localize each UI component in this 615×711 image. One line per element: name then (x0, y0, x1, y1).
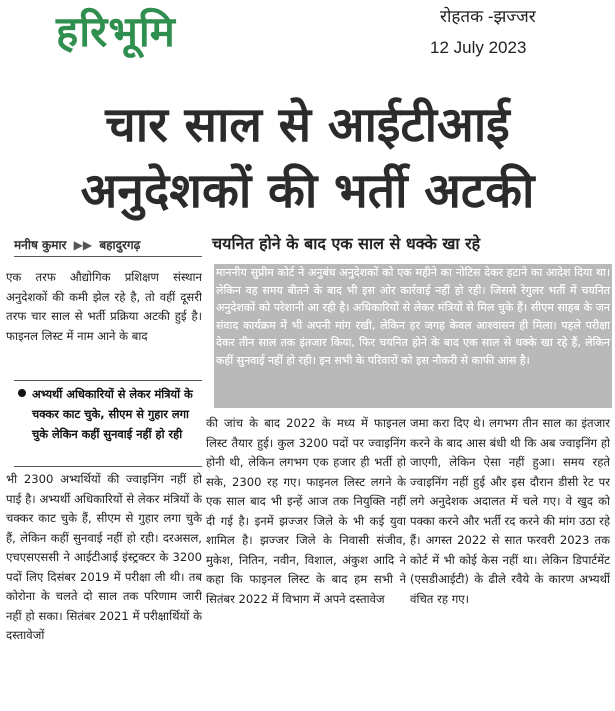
byline-rule (14, 256, 202, 257)
pullquote-rule-bottom (14, 466, 202, 467)
headline-line-1: चार साल से आईटीआई (105, 97, 510, 153)
headline-line-2: अनुदेशकों की भर्ती अटकी (80, 163, 535, 219)
edition-label: रोहतक -झज्जर (440, 7, 536, 26)
column-3: जमा करा दिए थे। लगभग तीन साल का इंतजार करने के बाद आस बंधी थी कि अब ज्वाइनिंग हो जाएगी, लेकिन ऐसा नहीं हुआ। समय रहते ज्वाइनिंग नहीं हुई और इस दौरान डीसी रेट पर लगे अनुदेशक अदालत में चले गए। वे खुद को पक्का करने और भर्ती रद करने की मांग उठा रहे हैं। अगस्त 2022 से सात फरवरी 2023 तक कोर्ट में भी कोई केस नहीं था। लेकिन डिपार्टमेंट (एसडीआईटी) के ढीले रवैये के कारण अभ्यर्थी वंचित रह गए। (410, 416, 610, 606)
headline (0, 92, 615, 224)
column-2: की जांच के बाद 2022 के मध्य में फाइनल लिस्ट तैयार हुई। कुल 3200 पदों पर ज्वाइनिंग होनी थी, लेकिन लगभग एक हजार ही भर्ती हो सके, 2300 रह गए। फाइनल लिस्ट लगने के एक साल बाद भी इन्हें आज तक नियुक्ति नहीं दी गई है। इनमें झज्जर जिले के भी कई युवा शामिल है। झज्जर जिले के निवासी संजीव, मुकेश, नितिन, नवीन, विशाल, अंकुश आदि ने कहा कि फाइनल लिस्ट के बाद हम सभी ने सितंबर 2022 में विभाग में अपने दस्तावेज (206, 416, 406, 606)
bullet-icon (18, 389, 26, 397)
byline-separator-icon: ▶▶ (73, 238, 93, 252)
subheadline: चयनित होने के बाद एक साल से धक्के खा रहे (212, 234, 481, 253)
pullquote-text: अभ्यर्थी अधिकारियों से लेकर मंत्रियों के चक्कर काट चुके, सीएम से गुहार लगा चुके लेकिन कहीं सुनवाई नहीं हो रही (32, 387, 193, 441)
column-1-bottom: भी 2300 अभ्यर्थियों की ज्वाइनिंग नहीं हो पाई है। अभ्यर्थी अधिकारियों से लेकर मंत्रियों के चक्कर काट चुके हैं, सीएम से गुहार लगा चुके हैं, लेकिन कहीं सुनवाई नहीं हो रही। दरअसल, एचएसएससी ने आईटीआई इंस्ट्रक्टर के 3200 पदों लिए दिसंबर 2019 में परीक्षा ली थी। तब कोरोना के चलते दो साल तक परिणाम जारी नहीं हो सका। सितंबर 2021 में परीक्षार्थियों के दस्तावेजों (6, 472, 202, 642)
summary-text: माननीय सुप्रीम कोर्ट ने अनुबंध अनुदेशकों को एक महीने का नोटिस देकर हटाने का आदेश दिया था। लेकिन वह समय बीतने के बाद भी इस ओर कार्रवाई नहीं हो रही। जिससे रेगुलर भर्ती में चयनित अनुदेशकों को परेशानी आ रही है। अधिकारियों से लेकर मंत्रियों से मिल चुके हैं। सीएम साहब के जन संवाद कार्यक्रम में भी अपनी मांग रखी, लेकिन हर जगह केवल आश्वासन ही मिला। पहले परीक्षा देकर तीन साल तक इंतजार किया, फिर चयनित होने के बाद एक साल से धक्के खा रहे हैं, लेकिन कहीं सुनवाई नहीं हो रही। इन सभी के परिवारों को इस नौकरी से काफी आस है। (216, 266, 610, 367)
newspaper-logo: हरिभूमि (56, 7, 176, 56)
byline-place: बहादुरगढ़ (99, 238, 141, 252)
pullquote-rule-top (14, 380, 202, 381)
summary-box (214, 264, 612, 408)
column-1-top: एक तरफ औद्योगिक प्रशिक्षण संस्थान अनुदेशकों की कमी झेल रहे है, तो वहीं दूसरी तरफ चार साल से भर्ती प्रक्रिया अटकी हुई है। फाइनल लिस्ट में नाम आने के बाद (6, 270, 202, 343)
masthead (0, 0, 615, 66)
byline (14, 236, 140, 253)
pullquote (14, 384, 200, 462)
byline-author: मनीष कुमार (14, 238, 67, 252)
publication-date: 12 July 2023 (430, 38, 527, 57)
